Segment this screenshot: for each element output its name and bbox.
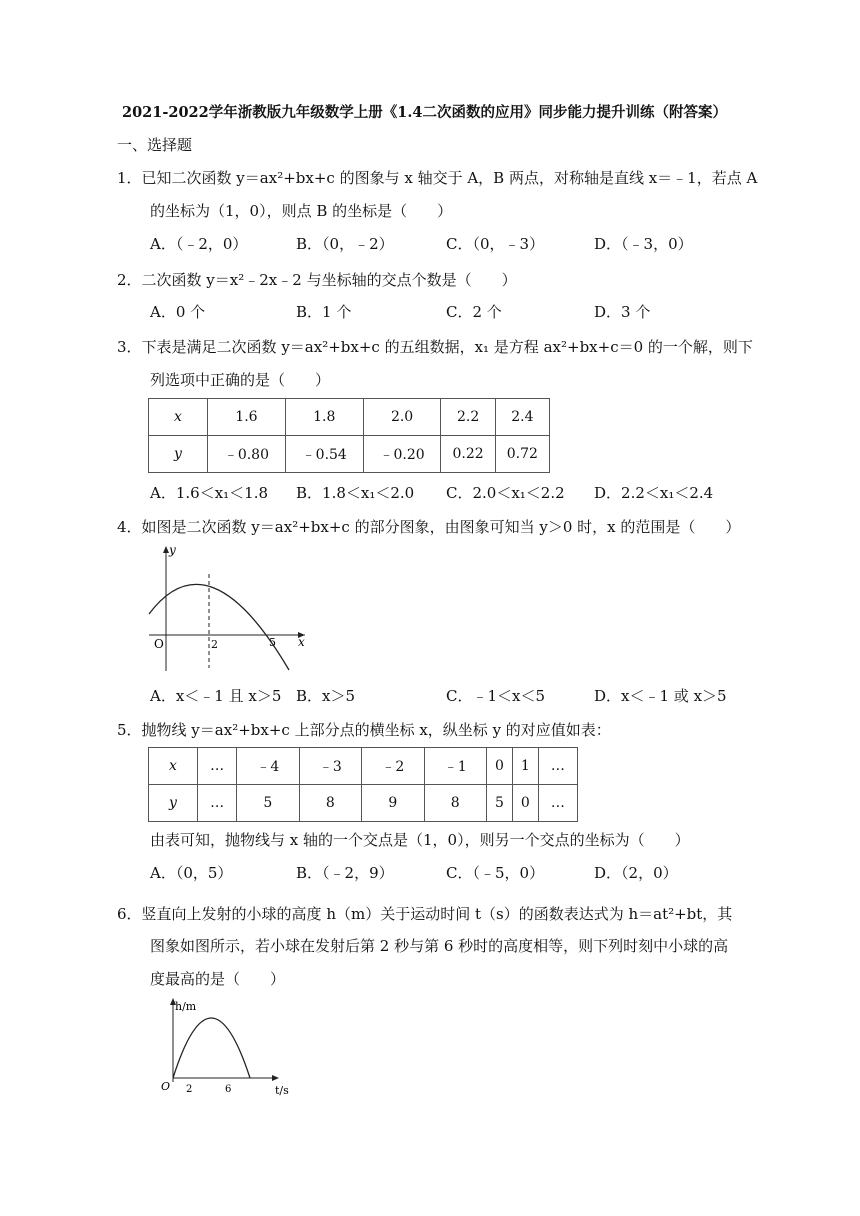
question-4-text: 4．如图是二次函数 y＝ax²+bx+c 的部分图象，由图象可知当 y＞0 时，x 的范围是（ ） <box>117 518 741 536</box>
table-cell: x <box>149 748 198 785</box>
q4-parabola-graph <box>145 540 315 675</box>
origin-label: O <box>161 1080 171 1093</box>
y-axis-label: y <box>169 543 176 557</box>
table-cell: 8 <box>299 785 361 822</box>
q2-option-d[interactable]: D．3 个 <box>594 303 651 321</box>
table-cell: 9 <box>362 785 424 822</box>
table-row <box>149 785 578 822</box>
x-axis-label: x <box>298 635 305 649</box>
table-row <box>149 436 550 473</box>
q2-option-a[interactable]: A．0 个 <box>150 303 206 321</box>
table-cell: ﹣0.54 <box>285 436 363 473</box>
question-5-text-cont: 由表可知，抛物线与 x 轴的一个交点是（1，0），则另一个交点的坐标为（ ） <box>150 831 690 849</box>
table-cell: 0 <box>512 785 538 822</box>
table-cell: 1 <box>512 748 538 785</box>
question-5-text: 5．抛物线 y＝ax²+bx+c 上部分点的横坐标 x，纵坐标 y 的对应值如表： <box>117 721 611 739</box>
table-cell: y <box>149 436 208 473</box>
q3-option-b[interactable]: B．1.8＜x₁＜2.0 <box>296 484 415 502</box>
question-6-text-cont2: 度最高的是（ ） <box>150 970 286 988</box>
q5-option-d[interactable]: D．（2，0） <box>594 864 678 882</box>
q4-option-d[interactable]: D．x＜﹣1 或 x＞5 <box>594 687 727 705</box>
table-cell: 2.0 <box>363 399 441 436</box>
q2-option-c[interactable]: C．2 个 <box>446 303 502 321</box>
tick-label: 2 <box>186 1084 193 1095</box>
q1-option-b[interactable]: B．（0，﹣2） <box>296 235 394 253</box>
q3-option-d[interactable]: D．2.2＜x₁＜2.4 <box>594 484 714 502</box>
tick-label: 2 <box>211 638 218 651</box>
q6-height-time-graph <box>155 992 295 1097</box>
q1-option-d[interactable]: D．（﹣3，0） <box>594 235 693 253</box>
table-cell: 2.4 <box>495 399 549 436</box>
table-cell: … <box>198 785 237 822</box>
document-title: 2021-2022学年浙教版九年级数学上册《1.4二次函数的应用》同步能力提升训练（附答案） <box>122 104 727 121</box>
origin-label: O <box>154 637 164 651</box>
table-cell: ﹣3 <box>299 748 361 785</box>
q3-option-a[interactable]: A．1.6＜x₁＜1.8 <box>150 484 269 502</box>
question-1-text: 1．已知二次函数 y＝ax²+bx+c 的图象与 x 轴交于 A，B 两点，对称轴是直线 x＝﹣1，若点 A <box>117 169 758 187</box>
q3-option-c[interactable]: C．2.0＜x₁＜2.2 <box>446 484 565 502</box>
q2-option-b[interactable]: B．1 个 <box>296 303 352 321</box>
q3-data-table <box>148 398 550 473</box>
q4-option-b[interactable]: B．x＞5 <box>296 687 356 705</box>
table-cell: ﹣2 <box>362 748 424 785</box>
question-3-text-cont: 列选项中正确的是（ ） <box>150 371 331 389</box>
table-cell: ﹣0.80 <box>208 436 286 473</box>
table-cell: … <box>538 785 577 822</box>
table-cell: ﹣4 <box>237 748 299 785</box>
table-row <box>149 399 550 436</box>
table-cell: 8 <box>424 785 486 822</box>
q5-option-c[interactable]: C．（﹣5，0） <box>446 864 545 882</box>
table-cell: 0.22 <box>441 436 495 473</box>
parabola-curve <box>149 584 289 670</box>
tick-label: 5 <box>269 636 276 649</box>
table-cell: 5 <box>237 785 299 822</box>
q1-option-c[interactable]: C．（0，﹣3） <box>446 235 545 253</box>
table-cell: ﹣0.20 <box>363 436 441 473</box>
q5-option-b[interactable]: B．（﹣2，9） <box>296 864 394 882</box>
table-cell: 1.6 <box>208 399 286 436</box>
question-6-text: 6．竖直向上发射的小球的高度 h（m）关于运动时间 t（s）的函数表达式为 h＝at²+bt，其 <box>117 905 733 923</box>
q4-option-a[interactable]: A．x＜﹣1 且 x＞5 <box>150 687 282 705</box>
question-6-text-cont: 图象如图所示，若小球在发射后第 2 秒与第 6 秒时的高度相等，则下列时刻中小球的高 <box>150 937 729 955</box>
t-axis-label: t/s <box>275 1084 289 1097</box>
table-cell: … <box>538 748 577 785</box>
trajectory-curve <box>173 1018 250 1078</box>
table-cell: 1.8 <box>285 399 363 436</box>
tick-label: 6 <box>225 1084 232 1095</box>
h-axis-label: h/m <box>175 1000 197 1013</box>
q5-data-table <box>148 747 578 822</box>
table-row <box>149 748 578 785</box>
table-cell: x <box>149 399 208 436</box>
table-cell: ﹣1 <box>424 748 486 785</box>
t-axis-arrow-icon <box>272 1075 279 1081</box>
question-3-text: 3．下表是满足二次函数 y＝ax²+bx+c 的五组数据，x₁ 是方程 ax²+bx+c＝0 的一个解，则下 <box>117 338 753 356</box>
q1-option-a[interactable]: A．（﹣2，0） <box>150 235 248 253</box>
table-cell: 0.72 <box>495 436 549 473</box>
table-cell: 0 <box>486 748 512 785</box>
q5-option-a[interactable]: A．（0，5） <box>150 864 233 882</box>
question-1-text-cont: 的坐标为（1，0），则点 B 的坐标是（ ） <box>150 202 453 220</box>
question-2-text: 2．二次函数 y＝x²﹣2x﹣2 与坐标轴的交点个数是（ ） <box>117 271 517 289</box>
table-cell: y <box>149 785 198 822</box>
table-cell: … <box>198 748 237 785</box>
q4-option-c[interactable]: C．﹣1＜x＜5 <box>446 687 546 705</box>
section-heading: 一、选择题 <box>117 136 193 154</box>
table-cell: 5 <box>486 785 512 822</box>
table-cell: 2.2 <box>441 399 495 436</box>
